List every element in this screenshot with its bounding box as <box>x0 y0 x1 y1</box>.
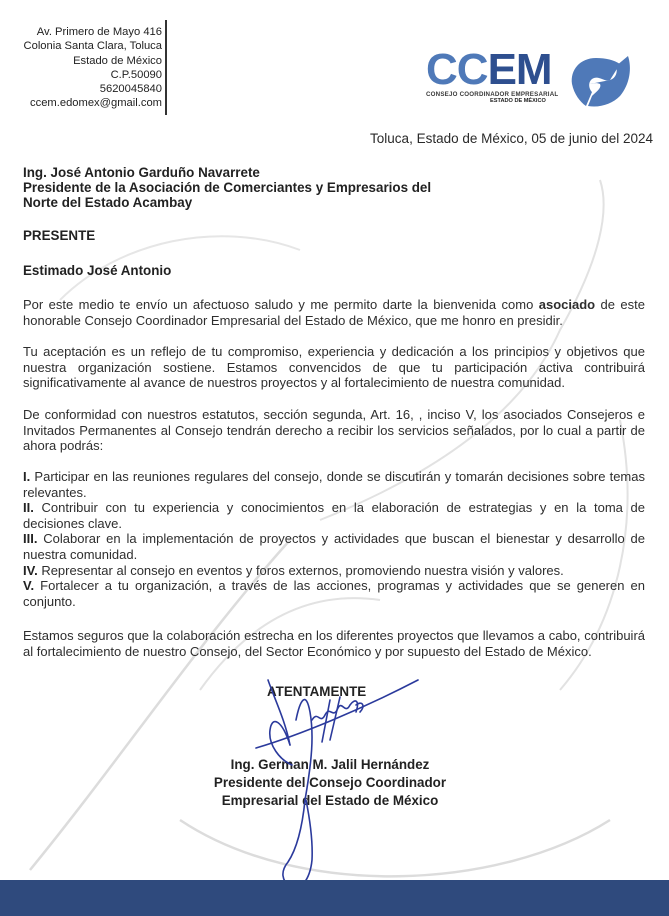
address-state: Estado de México <box>73 54 162 67</box>
paragraph-acceptance: Tu aceptación es un reflejo de tu compromiso, experiencia y dedicación a los principios y objetivos que nuestra organización sostiene. Estamos convencidos de que tu participación activa contribuirá significativamente al avance de nuestros proyectos y al fortalecimiento de nuestra comunidad. <box>23 344 645 391</box>
recipient-title-line1: Presidente de la Asociación de Comerciantes y Empresarios del <box>23 180 432 196</box>
ccem-logo <box>420 45 635 108</box>
service-item: III. Colaborar en la implementación de proyectos y actividades que buscan el bienestar y desarrollo de nuestra comunidad. <box>23 531 645 562</box>
service-item: V. Fortalecer a tu organización, a través de las acciones, programas y actividades que se generen en conjunto. <box>23 578 645 609</box>
closing-atentamente: ATENTAMENTE <box>267 684 367 699</box>
address-colonia: Colonia Santa Clara, Toluca <box>23 40 162 53</box>
sender-address <box>10 25 162 111</box>
address-postal-code: C.P.50090 <box>110 68 162 81</box>
signatory-title-line2: Empresarial del Estado de México <box>221 793 439 808</box>
signatory-name: Ing. German M. Jalil Hernández <box>230 757 430 772</box>
recipient-block <box>23 165 431 211</box>
footer-bar <box>0 880 669 916</box>
signatory-title-line1: Presidente del Consejo Coordinador <box>213 775 447 790</box>
logo-wordmark: CCEM <box>426 45 552 94</box>
service-item: I. Participar en las reuniones regulares del consejo, donde se discutirán y tomarán decisiones sobre temas relevantes. <box>23 469 645 500</box>
paragraph-statutes: De conformidad con nuestros estatutos, sección segunda, Art. 16, , inciso V, los asociados Consejeros e Invitados Permanentes al Consejo tendrán derecho a recibir los servicios señalados, por lo cual a partir de ahora podrás: <box>23 407 645 454</box>
services-list <box>23 469 645 609</box>
recipient-title-line2: Norte del Estado Acambay <box>23 195 193 211</box>
service-item: II. Contribuir con tu experiencia y conocimientos en la elaboración de estrategias y en la toma de decisiones clave. <box>23 500 645 531</box>
logo-subtitle-state: ESTADO DE MÉXICO <box>490 98 546 104</box>
service-item: IV. Representar al consejo en eventos y foros externos, promoviendo nuestra visión y valores. <box>23 562 564 578</box>
address-email: ccem.edomex@gmail.com <box>30 97 162 110</box>
address-divider <box>165 20 167 115</box>
presente-heading: PRESENTE <box>23 228 96 243</box>
address-phone: 5620045840 <box>99 83 162 96</box>
recipient-name: Ing. José Antonio Garduño Navarrete <box>23 165 260 180</box>
signatory-block <box>195 756 465 810</box>
letter-date: Toluca, Estado de México, 05 de junio del 2024 <box>370 131 653 146</box>
highlight-asociado: asociado <box>538 297 596 312</box>
paragraph-welcome: Por este medio te envío un afectuoso saludo y me permito darte la bienvenida como asociado de este honorable Consejo Coordinador Empresarial del Estado de México, que me honro en presidir. <box>23 297 645 328</box>
paragraph-closing: Estamos seguros que la colaboración estrecha en los diferentes proyectos que llevamos a cabo, contribuirá al fortalecimiento de nuestro Consejo, del Sector Económico y por supuesto del Estado de México. <box>23 628 645 659</box>
logo-subtitle: CONSEJO COORDINADOR EMPRESARIAL <box>426 91 559 98</box>
logo-swirl-icon <box>566 52 632 108</box>
address-street: Av. Primero de Mayo 416 <box>36 26 162 38</box>
salutation: Estimado José Antonio <box>23 263 172 278</box>
